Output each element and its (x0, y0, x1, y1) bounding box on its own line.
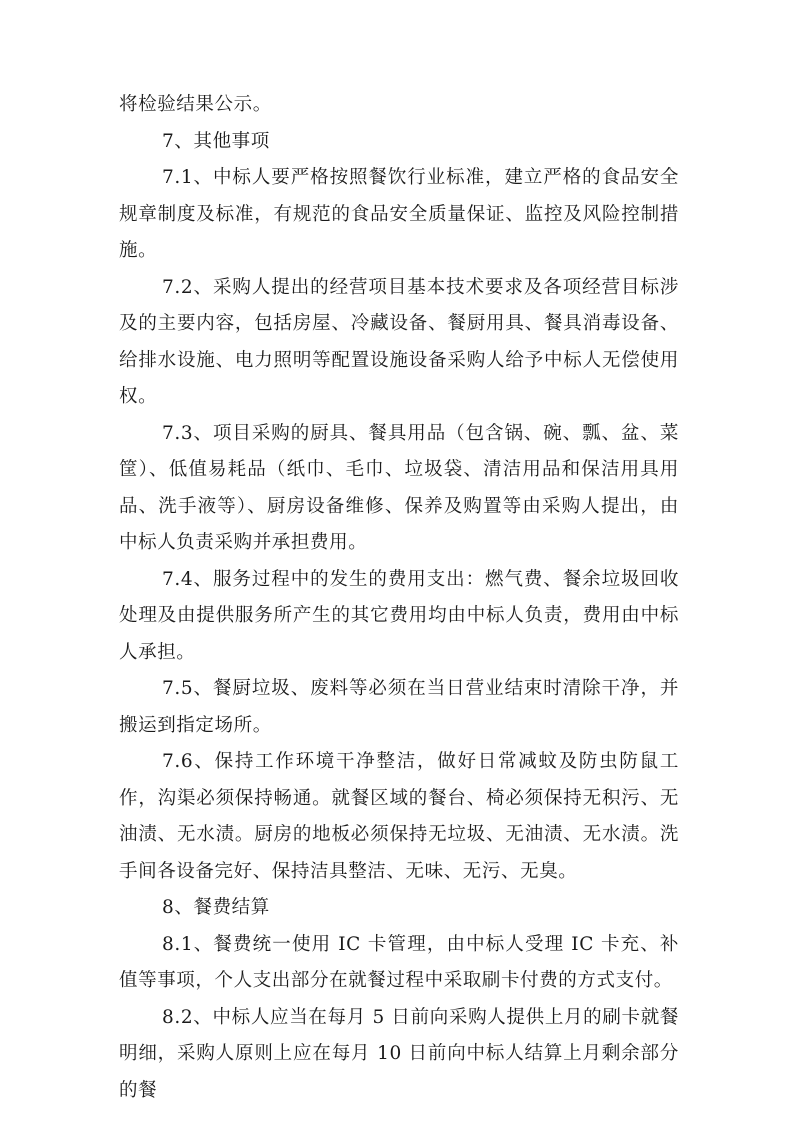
clause-7-5: 7.5、餐厨垃圾、废料等必须在当日营业结束时清除干净，并搬运到指定场所。 (119, 678, 679, 736)
clause-7-3: 7.3、项目采购的厨具、餐具用品（包含锅、碗、瓢、盆、菜筐）、低值易耗品（纸巾、毛巾、垃圾袋、清洁用品和保洁用具用品、洗手液等）、厨房设备维修、保养及购置等由采购人提出，由中标人负责采购并承担费用。 (119, 422, 679, 553)
clause-7-2: 7.2、采购人提出的经营项目基本技术要求及各项经营目标涉及的主要内容，包括房屋、冷藏设备、餐厨用具、餐具消毒设备、给排水设施、电力照明等配置设施设备采购人给予中标人无偿使用权。 (119, 276, 679, 407)
section-heading-7: 7、其他事项 (162, 130, 270, 152)
section-heading-8: 8、餐费结算 (162, 897, 270, 918)
clause-8-1: 8.1、餐费统一使用 IC 卡管理，由中标人受理 IC 卡充、补值等事项，个人支出部分在就餐过程中采取刷卡付费的方式支付。 (119, 933, 679, 991)
clause-8-2: 8.2、中标人应当在每月 5 日前向采购人提供上月的刷卡就餐明细，采购人原则上应在每月 10 日前向中标人结算上月剩余部分的餐 (119, 1006, 679, 1101)
clause-7-1: 7.1、中标人要严格按照餐饮行业标准，建立严格的食品安全规章制度及标准，有规范的食品安全质量保证、监控及风险控制措施。 (119, 167, 679, 261)
document-page (119, 87, 679, 1109)
paragraph-continuation: 将检验结果公示。 (119, 94, 272, 115)
clause-7-6: 7.6、保持工作环境干净整洁，做好日常减蚊及防虫防鼠工作，沟渠必须保持畅通。就餐区域的餐台、椅必须保持无积污、无油渍、无水渍。厨房的地板必须保持无垃圾、无油渍、无水渍。洗手间各设备完好、保持洁具整洁、无味、无污、无臭。 (119, 751, 679, 882)
clause-7-4: 7.4、服务过程中的发生的费用支出：燃气费、餐余垃圾回收处理及由提供服务所产生的其它费用均由中标人负责，费用由中标人承担。 (119, 568, 679, 663)
